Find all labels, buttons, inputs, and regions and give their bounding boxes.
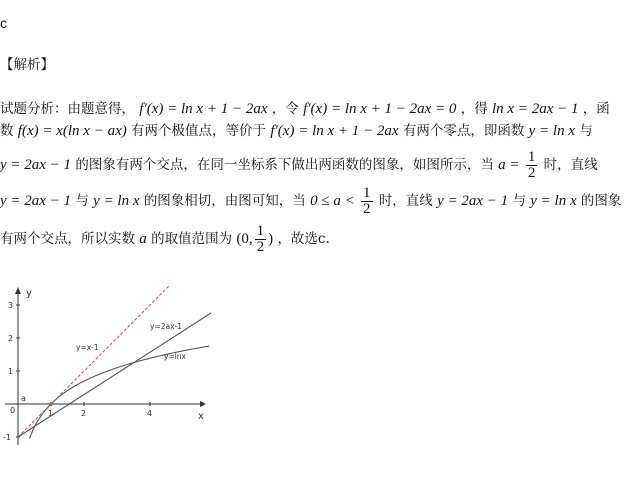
fraction-one-half (361, 186, 373, 217)
text: 数 (0, 123, 14, 139)
section-label: 【解析】 (0, 57, 54, 73)
fraction-denominator: 2 (256, 239, 265, 255)
y-tick-label: 2 (8, 334, 14, 343)
formula: f′(x) = ln x + 1 − 2ax = 0 (303, 101, 457, 117)
formula: y = ln x (530, 193, 577, 209)
a-label: a (21, 394, 26, 403)
formula: y = 2ax − 1 (437, 193, 509, 209)
text: 时，直线 (543, 157, 598, 173)
fraction-one-half (255, 224, 267, 255)
text: 的图象相切，由图可知，当 (143, 193, 306, 209)
text: 与 (75, 193, 89, 209)
formula: ln x = 2ax − 1 (492, 101, 579, 117)
y-axis-label: y (26, 288, 32, 299)
label-line: y=2ax-1 (150, 322, 183, 331)
fraction-numerator: 1 (256, 223, 265, 239)
text: ，得 (460, 101, 488, 117)
text: 试题分析：由题意得， (0, 101, 135, 117)
formula: y = ln x (528, 123, 575, 139)
text: 有两个极值点，等价于 (131, 123, 267, 139)
y-tick-label: 3 (8, 301, 14, 310)
tangent-point (49, 402, 53, 406)
function-graph (0, 280, 230, 460)
formula: y = ln x (93, 193, 140, 209)
paragraph-line-2 (0, 122, 593, 140)
text: 的图象 (580, 193, 622, 209)
text: 有两个零点，即函数 (402, 123, 525, 139)
formula: f′(x) = ln x + 1 − 2ax (139, 101, 268, 117)
fraction-numerator: 1 (527, 149, 536, 165)
text: 与 (579, 123, 593, 139)
text: ，故选c. (277, 231, 330, 247)
x-tick-label: 4 (147, 409, 153, 418)
x-axis-arrow (200, 401, 206, 407)
x-axis-label: x (198, 411, 204, 422)
text: 的图象有两个交点，在同一坐标系下做出两函数的图象，如图所示，当 (75, 157, 494, 173)
y-axis-arrow (15, 287, 21, 294)
fraction-one-half (526, 150, 538, 181)
formula: y = 2ax − 1 (0, 193, 72, 209)
text: 时，直线 (378, 193, 433, 209)
x-tick-label: 2 (81, 409, 87, 418)
text: 有两个交点，所以实数 (0, 231, 135, 247)
fraction-denominator: 2 (363, 201, 371, 217)
answer-letter: c (0, 15, 7, 31)
formula: a (139, 231, 147, 247)
paragraph-line-1 (0, 100, 610, 118)
formula: (0, (236, 231, 253, 247)
y-tick-label: -1 (3, 433, 11, 442)
formula: f(x) = x(ln x − ax) (17, 123, 127, 139)
formula: 0 ≤ a < (310, 193, 355, 209)
text: ，函 (582, 101, 610, 117)
y-tick-label: 1 (8, 367, 14, 376)
formula: ) (268, 231, 274, 247)
text: 的取值范围为 (151, 231, 233, 247)
paragraph-line-4 (0, 184, 621, 218)
origin-label: 0 (10, 406, 16, 415)
formula: y = 2ax − 1 (0, 157, 72, 173)
text: 与 (512, 193, 526, 209)
label-log: y=lnx (164, 352, 186, 361)
paragraph-line-5 (0, 222, 330, 256)
label-tangent: y=x-1 (76, 343, 99, 352)
secant-line (18, 313, 211, 437)
text: ，令 (271, 101, 299, 117)
x-tick-label: 1 (48, 409, 54, 418)
paragraph-line-3 (0, 148, 598, 182)
formula: f′(x) = ln x + 1 − 2ax (270, 123, 399, 139)
formula: a = (498, 157, 520, 173)
fraction-denominator: 2 (527, 165, 536, 181)
fraction-numerator: 1 (363, 185, 371, 201)
